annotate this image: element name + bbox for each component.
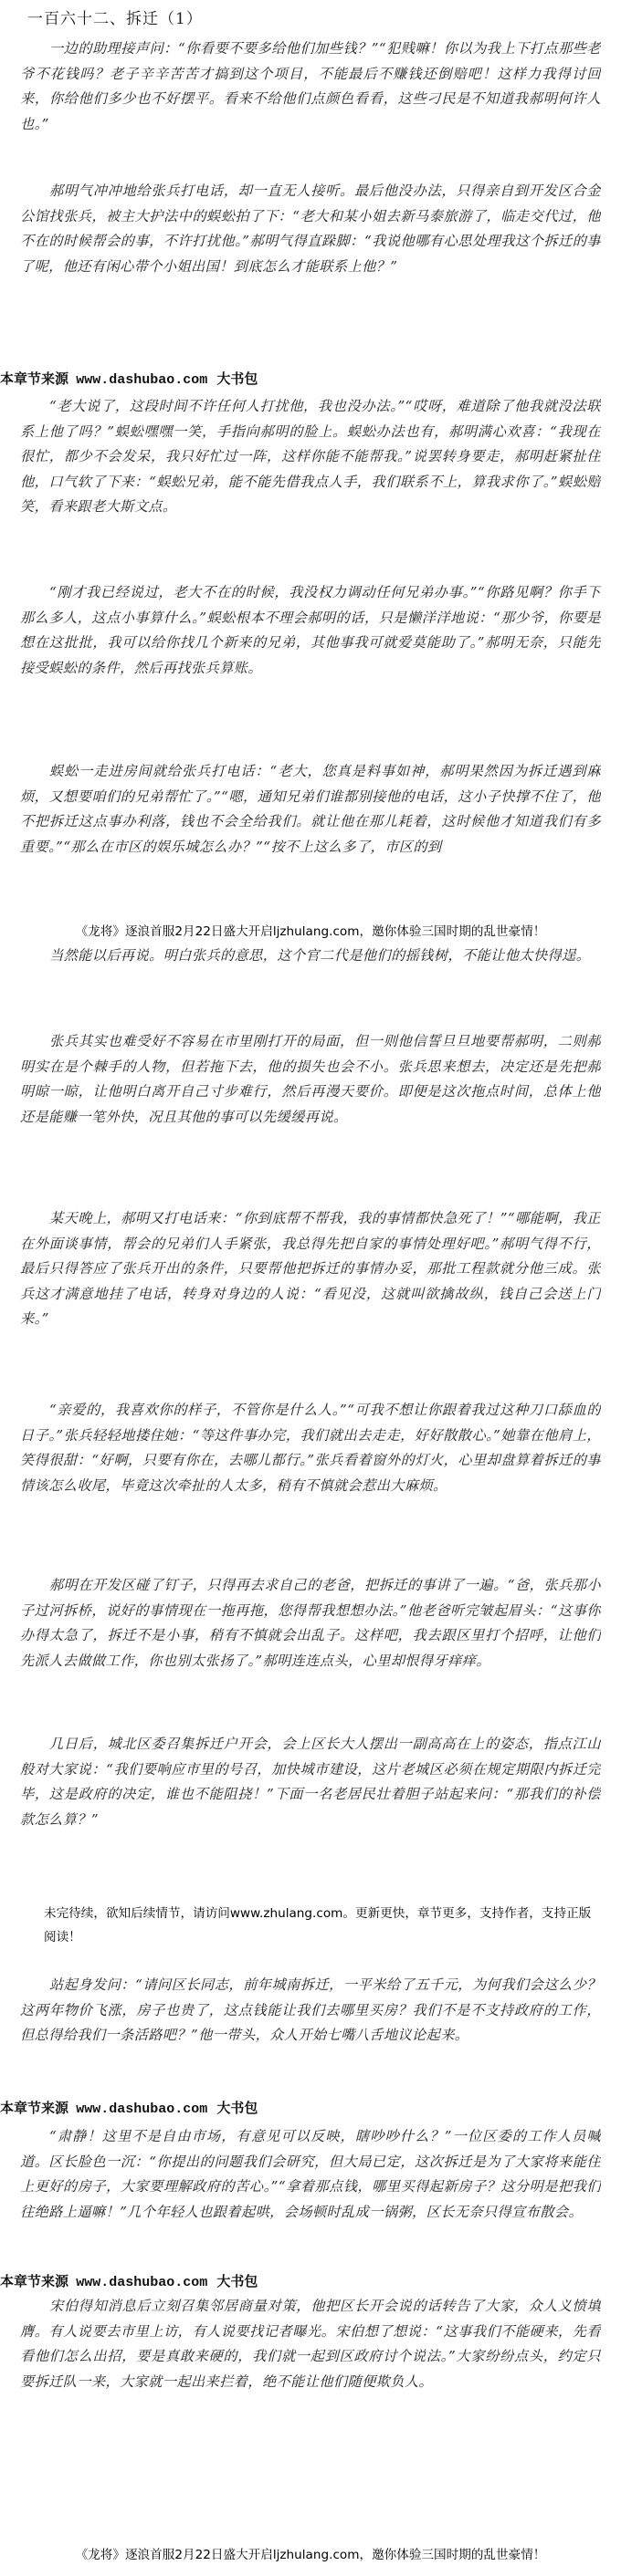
paragraph: 几日后，城北区委召集拆迁户开会，会上区长大人摆出一副高高在上的姿态，指点江山般对大家说：“我们要响应市里的号召，加快城市建设，这片老城区必须在规定期限内拆迁完毕，这是政府的决定，谁也不能阻挠！”下面一名老居民壮着胆子站起来问：“那我们的补偿款怎么算？” (20, 1736, 601, 1828)
paragraph: “老大说了，这段时间不许任何人打扰他，我也没办法。”“哎呀，难道除了他我就没法联系上他了吗？”蜈蚣嘿嘿一笑，手指向郝明的脸上。蜈蚣办法也有，郝明满心欢喜：“我现在很忙，都少不会发呆，我只好忙过一阵，这样你能不能帮我。”说罢转身要走，郝明赶紧扯住他，口气软了下来：“蜈蚣兄弟，能不能先借我点人手，我们联系不上，算我求你了。”蜈蚣赔笑，看来跟老大斯文点。 (20, 398, 601, 515)
source-label: 本章节来源 (0, 2274, 69, 2289)
continue-notice[interactable]: 未完待续，欲知后续情节，请访问www.zhulang.com。更新更快，章节更多，支持作者，支持正版阅读！ (44, 1906, 592, 1945)
paragraph: 宋伯得知消息后立刻召集邻居商量对策，他把区长开会说的话转告了大家，众人义愤填膺。有人说要去市里上访，有人说要找记者曝光。宋伯想了想说：“这事我们不能硬来，先看看他们怎么出招，要是真敢来硬的，我们就一起到区政府讨个说法。”大家纷纷点头，约定只要拆迁队一来，大家就一起出来拦着，绝不能让他们随便欺负人。 (20, 2298, 601, 2390)
paragraph: 郝明在开发区碰了钉子，只得再去求自己的老爸，把拆迁的事讲了一遍。“爸，张兵那小子过河拆桥，说好的事情现在一拖再拖，您得帮我想想办法。”他老爸听完皱起眉头：“这事你办得太急了，拆迁不是小事，稍有不慎就会出乱子。这样吧，我去跟区里打个招呼，让他们先派人去做做工作，你也别太张扬了。”郝明连连点头，心里却恨得牙痒痒。 (20, 1577, 601, 1669)
source-url[interactable]: www.dashubao.com (76, 2275, 208, 2290)
paragraph: “刚才我已经说过，老大不在的时候，我没权力调动任何兄弟办事。”“你路见啊？你手下那么多人，这点小事算什么。”蜈蚣根本不理会郝明的话，只是懒洋洋地说：“那少爷，你要是想在这批批，我可以给你找几个新来的兄弟，其他事我可就爱莫能助了。”郝明无奈，只能先接受蜈蚣的条件，然后再找张兵算账。 (20, 584, 601, 676)
source-line (0, 2099, 258, 2119)
paragraph: “肃静！这里不是自由市场，有意见可以反映，瞎吵吵什么？”一位区委的工作人员喊道。区长脸色一沉：“你提出的问题我们会研究，但大局已定，这次拆迁是为了大家将来能住上更好的房子，大家要理解政府的苦心。”“拿着那点钱，哪里买得起新房子？这分明是把我们往绝路上逼嘛！”几个年轻人也跟着起哄，会场顿时乱成一锅粥，区长无奈只得宣布散会。 (20, 2128, 601, 2220)
paragraph: “亲爱的，我喜欢你的样子，不管你是什么人。”“可我不想让你跟着我过这种刀口舔血的日子。”张兵轻轻地搂住她：“等这件事办完，我们就出去走走，好好散散心。”她靠在他肩上，笑得很甜：“好啊，只要有你在，去哪儿都行。”张兵看着窗外的灯火，心里却盘算着拆迁的事情该怎么收尾，毕竟这次牵扯的人太多，稍有不慎就会惹出大麻烦。 (20, 1402, 601, 1494)
source-book: 大书包 (216, 2101, 258, 2116)
paragraph: 当然能以后再说。明白张兵的意思，这个官二代是他们的摇钱树，不能让他太快得逞。 (49, 947, 591, 964)
ad-banner[interactable]: 《龙将》逐浪首服2月22日盛大开启ljzhulang.com，邀你体验三国时期的乱世豪情！ (75, 924, 546, 939)
paragraph: 一边的助理接声问：“你看要不要多给他们加些钱？”“犯贱嘛！你以为我上下打点那些老爷不花钱吗？老子辛辛苦苦才搞到这个项目，不能最后不赚钱还倒赔吧！这样力我得讨回来，你给他们多少也不好摆平。看来不给他们点颜色看看，这些刁民是不知道我郝明何许人也。” (20, 40, 601, 132)
source-book: 大书包 (216, 2274, 258, 2289)
source-url[interactable]: www.dashubao.com (76, 372, 208, 388)
source-line (0, 370, 258, 390)
source-label: 本章节来源 (0, 2101, 69, 2116)
paragraph: 张兵其实也难受好不容易在市里刚打开的局面，但一则他信誓旦旦地要帮郝明，二则郝明实在是个棘手的人物，但若拖下去，他的损失也会不小。张兵思来想去，决定还是先把郝明晾一晾，让他明白离开自己寸步难行，然后再漫天要价。即便是这次拖点时间，总体上他还是能赚一笔外快，况且其他的事可以先缓缓再说。 (20, 1033, 601, 1125)
paragraph: 站起身发问：“请问区长同志，前年城南拆迁，一平米给了五千元，为何我们会这么少？这两年物价飞涨，房子也贵了，这点钱能让我们去哪里买房？我们不是不支持政府的工作，但总得给我们一条活路吧？”他一带头，众人开始七嘴八舌地议论起来。 (20, 1976, 601, 2043)
paragraph: 蜈蚣一走进房间就给张兵打电话：“老大，您真是料事如神，郝明果然因为拆迁遇到麻烦，又想要咱们的兄弟帮忙了。”“嗯，通知兄弟们谁都别接他的电话，这小子快撑不住了，他不把拆迁这点事办利落，钱也不会全给我们。就让他在那儿耗着，这时候他才知道我们有多重要。”“那么在市区的娱乐城怎么办？”“按不上这么多了，市区的到 (20, 763, 601, 855)
ad-banner[interactable]: 《龙将》逐浪首服2月22日盛大开启ljzhulang.com，邀你体验三国时期的乱世豪情！ (75, 2548, 546, 2562)
source-label: 本章节来源 (0, 371, 69, 387)
source-line (0, 2272, 258, 2292)
paragraph: 某天晚上，郝明又打电话来：“你到底帮不帮我，我的事情都快急死了！”“哪能啊，我正在外面谈事情，帮会的兄弟们人手紧张，我总得先把自家的事情处理好吧。”郝明气得不行，最后只得答应了张兵开出的条件，只要帮他把拆迁的事情办妥，那批工程款就分他三成。张兵这才满意地挂了电话，转身对身边的人说：“看见没，这就叫欲擒故纵，钱自己会送上门来。” (20, 1210, 601, 1327)
chapter-title: 一百六十二、拆迁（1） (27, 10, 203, 28)
paragraph: 郝明气冲冲地给张兵打电话，却一直无人接听。最后他没办法，只得亲自到开发区合金公馆找张兵，被主大护法中的蜈蚣拍了下：“老大和某小姐去新马泰旅游了，临走交代过，他不在的时候帮会的事，不许打扰他。”郝明气得直跺脚：“我说他哪有心思处理我这个拆迁的事了呢，他还有闲心带个小姐出国！到底怎么才能联系上他？” (20, 183, 601, 275)
source-url[interactable]: www.dashubao.com (76, 2101, 208, 2117)
source-book: 大书包 (216, 371, 258, 387)
